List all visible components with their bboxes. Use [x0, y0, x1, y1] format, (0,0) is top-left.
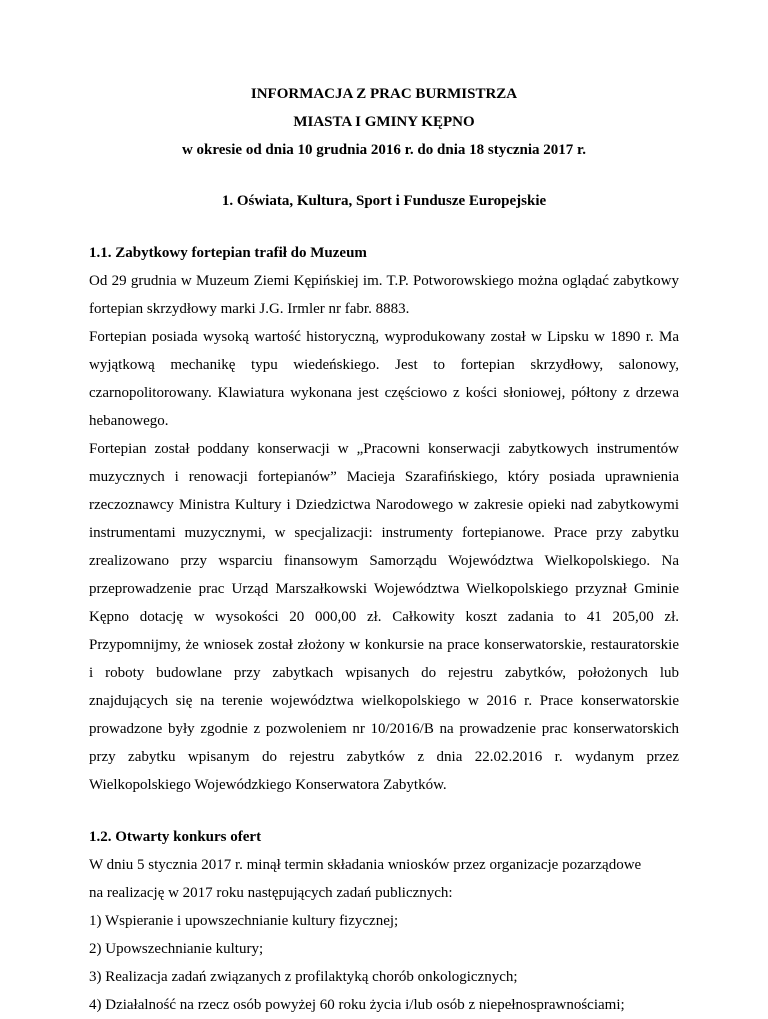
report-title-line2: MIASTA I GMINY KĘPNO [293, 114, 475, 130]
subsection-1-1-paragraph-3: Fortepian został poddany konserwacji w „Pracowni konserwacji zabytkowych instrumentów muzycznych i renowacji fortepianów” Macieja Szarafińskiego, który posiada uprawnienia rzeczoznawcy Ministra Kultury i Dziedzictwa Narodowego w zakresie opieki nad zabytkowymi instrumentami muzycznymi, w specjalizacji: instrumenty fortepianowe. Prace przy zabytku zrealizowano przy wsparciu finansowym Samorządu Województwa Wielkopolskiego. Na przeprowadzenie prac Urząd Marszałkowski Województwa Wielkopolskiego przyznał Gminie Kępno dotację w wysokości 20 000,00 zł. Całkowity koszt zadania to 41 205,00 zł. Przypomnijmy, że wniosek został złożony w konkursie na prace konserwatorskie, restauratorskie i roboty budowlane przy zabytkach wpisanych do rejestru zabytków, położonych lub znajdujących się na terenie województwa wielkopolskiego w 2016 r. Prace konserwatorskie prowadzone były zgodnie z pozwoleniem nr 10/2016/B na prowadzenie prac konserwatorskich przy zabytku wpisanym do rejestru zabytków z dnia 22.02.2016 r. wydanym przez Wielkopolskiego Wojewódzkiego Konserwatora Zabytków. [89, 441, 679, 793]
list-item: 4) Działalność na rzecz osób powyżej 60 roku życia i/lub osób z niepełnosprawnościami; [89, 997, 625, 1013]
report-period: w okresie od dnia 10 grudnia 2016 r. do dnia 18 stycznia 2017 r. [181, 142, 587, 158]
subsection-1-2-title: 1.2. Otwarty konkurs ofert [89, 829, 262, 845]
report-title-line1: INFORMACJA Z PRAC BURMISTRZA [250, 86, 518, 102]
subsection-1-1-paragraph-2: Fortepian posiada wysoką wartość historyczną, wyprodukowany został w Lipsku w 1890 r. Ma wyjątkową mechanikę typu wiedeńskiego. Jest to fortepian skrzydłowy, salonowy, czarnopolitorowany. Klawiatura wykonana jest częściowo z kości słoniowej, półtony z drzewa hebanowego. [89, 329, 679, 429]
subsection-1-1-title: 1.1. Zabytkowy fortepian trafił do Muzeum [89, 245, 367, 261]
subsection-1-1-paragraph-1: Od 29 grudnia w Muzeum Ziemi Kępińskiej im. T.P. Potworowskiego można oglądać zabytkowy fortepian skrzydłowy marki J.G. Irmler nr fabr. 8883. [89, 273, 679, 317]
list-item: 1) Wspieranie i upowszechnianie kultury fizycznej; [89, 913, 399, 929]
subsection-1-2-intro-line2: na realizację w 2017 roku następujących zadań publicznych: [89, 885, 453, 901]
section-1-title: 1. Oświata, Kultura, Sport i Fundusze Europejskie [221, 193, 547, 209]
document-page [89, 80, 679, 1019]
subsection-1-2-intro-line1: W dniu 5 stycznia 2017 r. minął termin składania wniosków przez organizacje pozarządowe [89, 857, 642, 873]
list-item: 2) Upowszechnianie kultury; [89, 941, 264, 957]
list-item: 3) Realizacja zadań związanych z profilaktyką chorób onkologicznych; [89, 969, 518, 985]
